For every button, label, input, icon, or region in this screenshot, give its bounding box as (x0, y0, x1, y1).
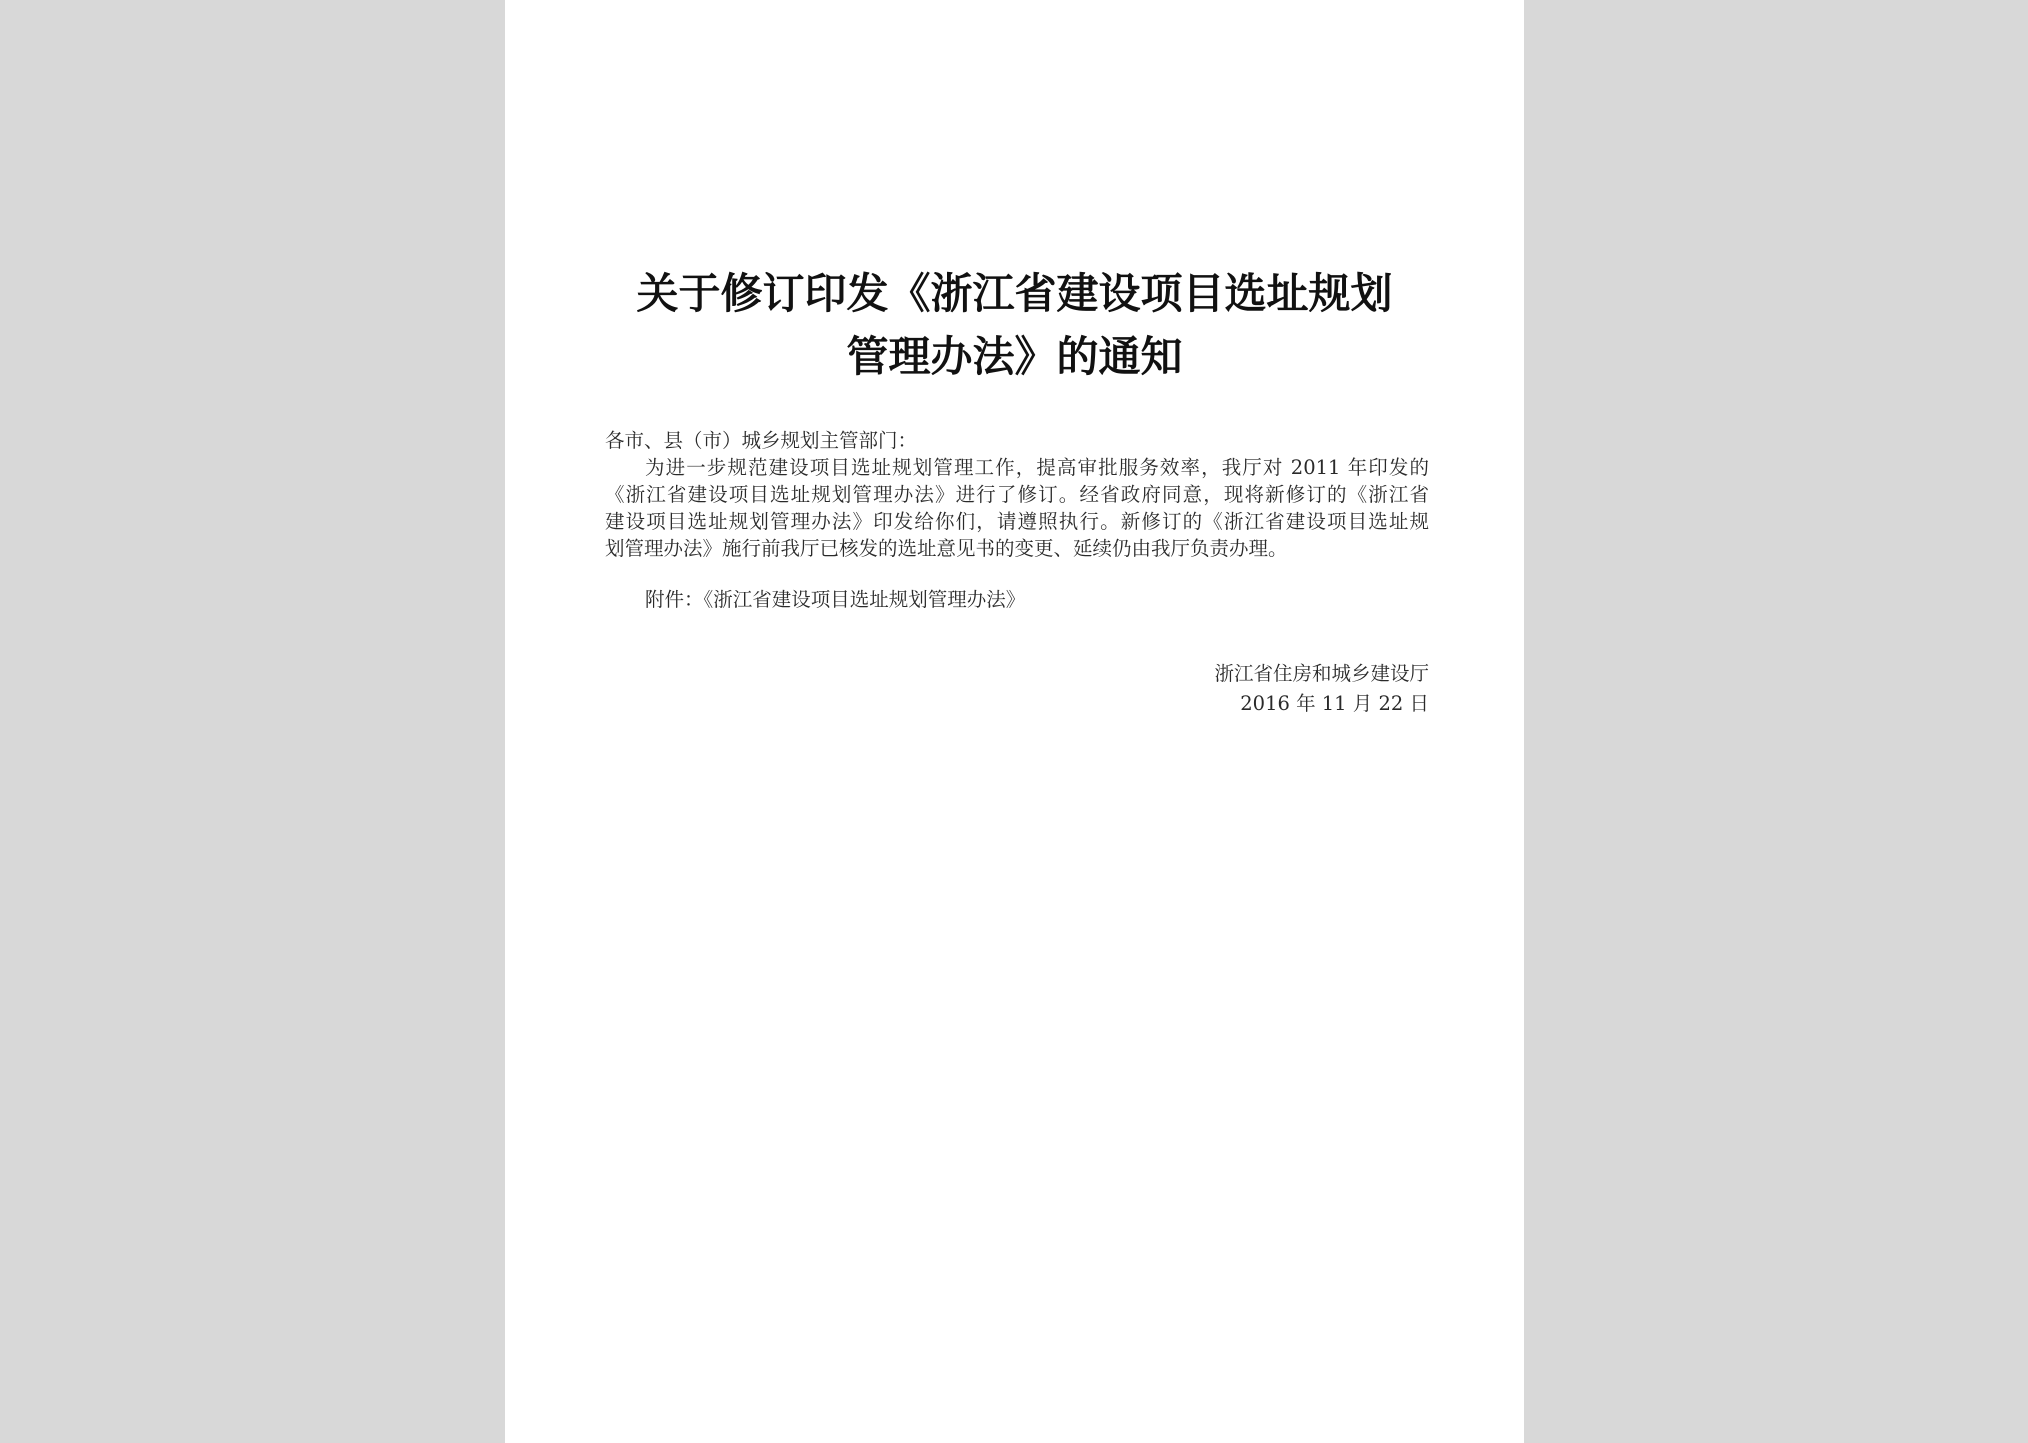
document-title (505, 262, 1524, 388)
body-paragraph (605, 454, 1429, 562)
attachment-note: 附件：《浙江省建设项目选址规划管理办法》 (645, 588, 1026, 611)
document-page (505, 0, 1524, 1443)
paragraph-line: 为进一步规范建设项目选址规划管理工作，提高审批服务效率，我厅对 2011 年印发的 (645, 456, 1429, 479)
paragraph-line: 建设项目选址规划管理办法》印发给你们，请遵照执行。新修订的《浙江省建设项目选址规 (605, 510, 1429, 533)
paragraph-line: 《浙江省建设项目选址规划管理办法》进行了修订。经省政府同意，现将新修订的《浙江省 (605, 483, 1429, 506)
title-line-2: 管理办法》的通知 (846, 332, 1183, 381)
issuer-name: 浙江省住房和城乡建设厅 (1214, 662, 1429, 685)
salutation: 各市、县（市）城乡规划主管部门： (605, 429, 918, 452)
paragraph-line: 划管理办法》施行前我厅已核发的选址意见书的变更、延续仍由我厅负责办理。 (605, 537, 1288, 560)
signature-block (1214, 659, 1429, 719)
title-line-1: 关于修订印发《浙江省建设项目选址规划 (636, 269, 1393, 318)
issue-date: 2016 年 11 月 22 日 (1240, 692, 1429, 715)
